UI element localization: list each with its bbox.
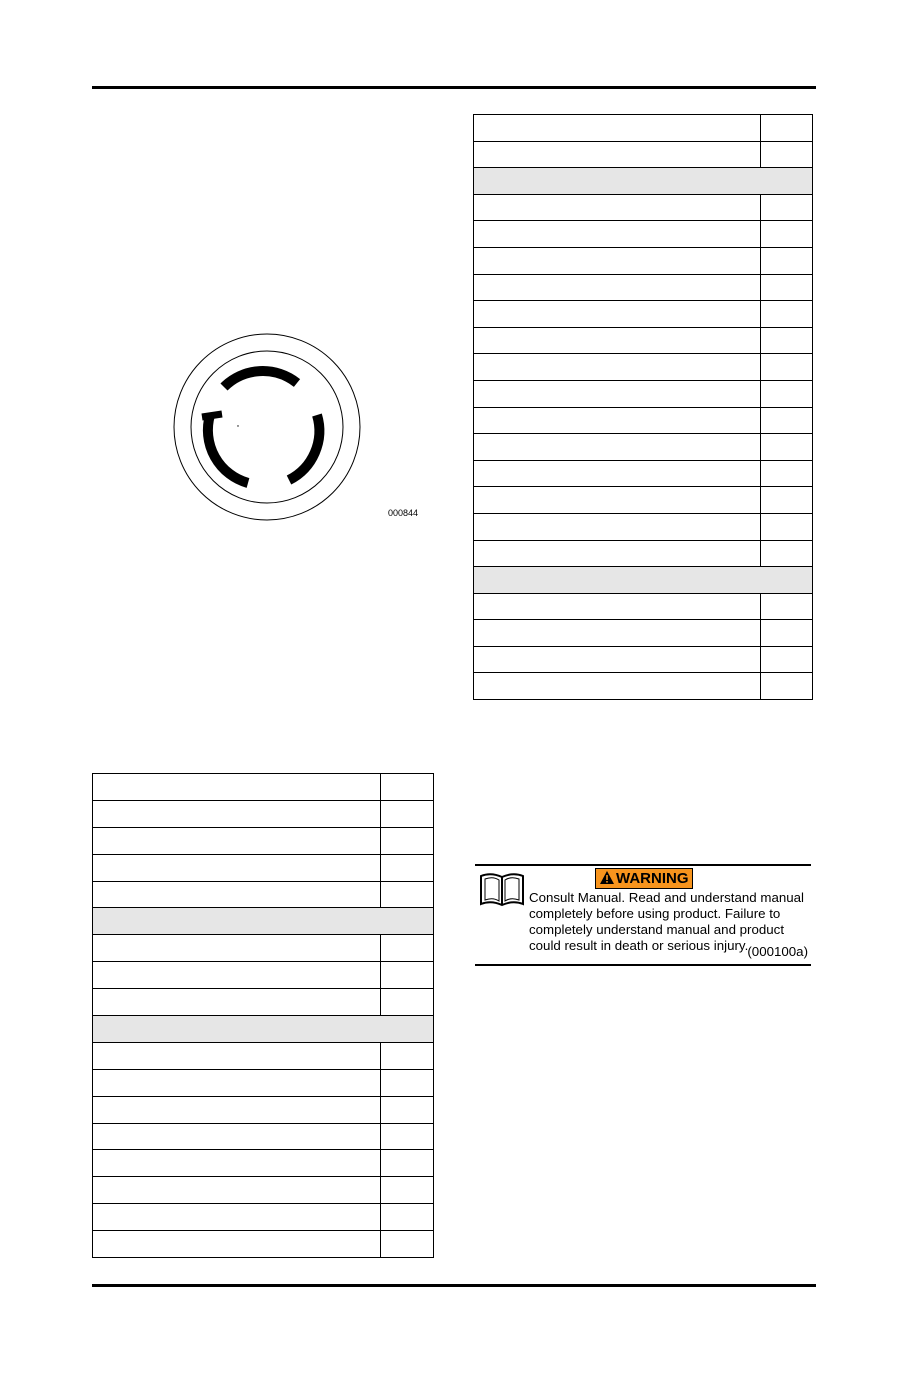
table-row [474, 540, 813, 567]
row-label [93, 881, 381, 908]
section-label [93, 908, 434, 935]
row-value [381, 1096, 434, 1123]
row-label [93, 935, 381, 962]
row-value [761, 673, 813, 700]
table-row [474, 513, 813, 540]
table-row [474, 434, 813, 461]
row-value [381, 800, 434, 827]
row-value [761, 221, 813, 248]
row-value [761, 513, 813, 540]
table-section-row [474, 168, 813, 195]
row-label [474, 115, 761, 142]
row-value [761, 194, 813, 221]
row-label [93, 1123, 381, 1150]
warning-box [475, 864, 811, 966]
row-value [381, 1177, 434, 1204]
row-label [474, 513, 761, 540]
row-value [761, 380, 813, 407]
book-icon [478, 870, 526, 910]
table-row [474, 194, 813, 221]
row-label [474, 380, 761, 407]
table-row [93, 1204, 434, 1231]
row-label [474, 141, 761, 168]
table-row [474, 407, 813, 434]
footer-rule [92, 1284, 816, 1287]
table-row [93, 854, 434, 881]
row-label [93, 1204, 381, 1231]
table-row [93, 1123, 434, 1150]
row-value [381, 1231, 434, 1258]
row-label [474, 460, 761, 487]
row-label [93, 800, 381, 827]
row-label [93, 827, 381, 854]
table-row [93, 935, 434, 962]
row-label [93, 962, 381, 989]
table-row [474, 646, 813, 673]
row-label [93, 989, 381, 1016]
table-row [93, 827, 434, 854]
row-value [381, 989, 434, 1016]
table-row [474, 301, 813, 328]
row-label [474, 434, 761, 461]
row-value [761, 593, 813, 620]
warning-text: Consult Manual. Read and understand manual completely before using product. Failure to completely understand manual and product could result in death or serious injury. [529, 890, 804, 953]
table-row [474, 327, 813, 354]
warning-code: (000100a) [747, 944, 808, 959]
row-value [761, 646, 813, 673]
table-row [93, 1177, 434, 1204]
row-value [761, 247, 813, 274]
table-section-row [93, 908, 434, 935]
section-label [93, 1016, 434, 1043]
row-label [93, 1177, 381, 1204]
row-value [761, 115, 813, 142]
row-value [381, 1204, 434, 1231]
warning-triangle-icon [599, 870, 615, 885]
row-label [474, 487, 761, 514]
table-row [93, 1042, 434, 1069]
table-row [93, 989, 434, 1016]
row-label [93, 774, 381, 801]
table-row [93, 774, 434, 801]
row-value [381, 774, 434, 801]
row-label [474, 194, 761, 221]
row-value [381, 1042, 434, 1069]
warning-header [595, 868, 693, 889]
row-value [761, 141, 813, 168]
table-row [474, 274, 813, 301]
section-label [474, 168, 813, 195]
row-value [761, 301, 813, 328]
row-value [761, 354, 813, 381]
row-value [381, 1123, 434, 1150]
row-value [381, 962, 434, 989]
row-label [93, 854, 381, 881]
table-row [93, 1096, 434, 1123]
row-label [93, 1150, 381, 1177]
row-value [381, 827, 434, 854]
row-label [474, 673, 761, 700]
row-label [474, 646, 761, 673]
table-row [474, 354, 813, 381]
row-label [474, 540, 761, 567]
row-value [761, 434, 813, 461]
section-label [474, 567, 813, 594]
row-value [761, 487, 813, 514]
row-value [761, 460, 813, 487]
row-label [474, 593, 761, 620]
table-section-row [474, 567, 813, 594]
row-value [761, 407, 813, 434]
row-label [474, 274, 761, 301]
table-row [474, 593, 813, 620]
table-row [474, 380, 813, 407]
table-row [93, 881, 434, 908]
row-label [93, 1069, 381, 1096]
table-row [474, 673, 813, 700]
row-value [761, 540, 813, 567]
table-row [93, 1231, 434, 1258]
row-value [381, 854, 434, 881]
spec-table-right [473, 114, 813, 700]
table-row [474, 141, 813, 168]
row-label [474, 301, 761, 328]
table-row [93, 1069, 434, 1096]
row-label [474, 327, 761, 354]
row-value [381, 1150, 434, 1177]
table-row [474, 221, 813, 248]
row-label [474, 221, 761, 248]
row-value [381, 881, 434, 908]
row-label [93, 1042, 381, 1069]
table-row [474, 460, 813, 487]
table-section-row [93, 1016, 434, 1043]
row-value [761, 274, 813, 301]
row-label [93, 1231, 381, 1258]
row-label [474, 247, 761, 274]
row-value [381, 1069, 434, 1096]
table-row [474, 247, 813, 274]
row-label [93, 1096, 381, 1123]
table-row [93, 800, 434, 827]
figure-id: 000844 [388, 508, 419, 518]
header-rule [92, 86, 816, 89]
row-label [474, 354, 761, 381]
table-row [474, 487, 813, 514]
table-row [474, 620, 813, 647]
row-value [381, 935, 434, 962]
spec-table-left [92, 773, 434, 1258]
twist-lock-receptacle-icon [167, 330, 367, 530]
table-row [474, 115, 813, 142]
row-value [761, 327, 813, 354]
row-label [474, 620, 761, 647]
table-row [93, 962, 434, 989]
row-label [474, 407, 761, 434]
warning-header-label: WARNING [616, 870, 689, 887]
row-value [761, 620, 813, 647]
table-row [93, 1150, 434, 1177]
